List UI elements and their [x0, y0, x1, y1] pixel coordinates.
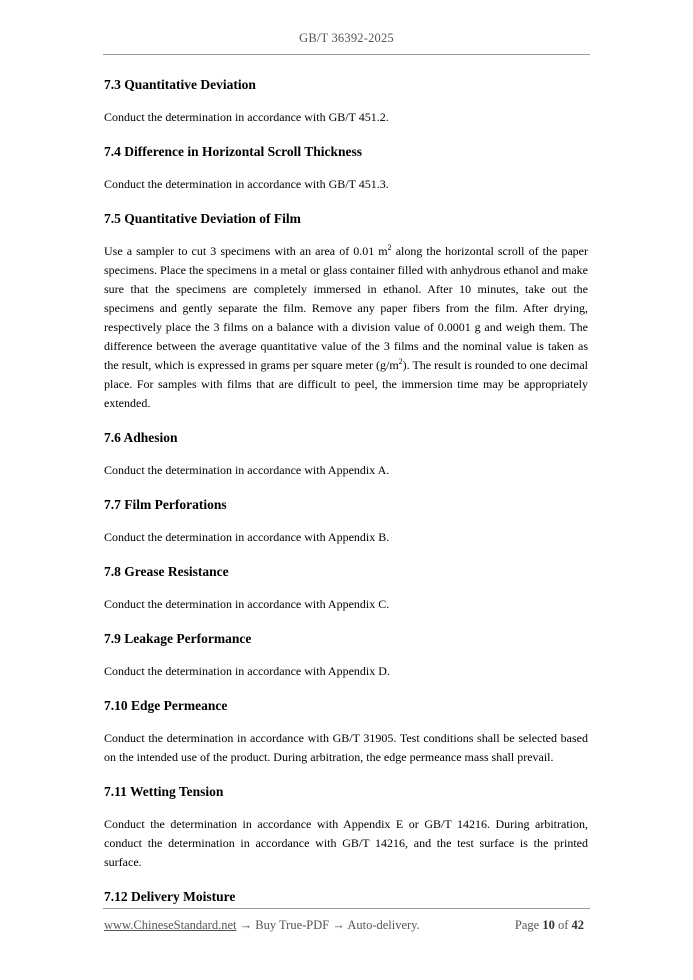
superscript: 2 — [387, 243, 392, 252]
section-paragraph: Conduct the determination in accordance with GB/T 451.2. — [104, 110, 389, 124]
section-7-12 — [104, 888, 588, 906]
section-heading: 7.7 Film Perforations — [104, 497, 227, 512]
section-7-5 — [104, 210, 588, 413]
section-paragraph: Conduct the determination in accordance with Appendix E or GB/T 14216. During arbitration, conduct the determination in accordance with GB/T 14216, and the test surface is the printed surface. — [104, 817, 588, 869]
section-heading: 7.9 Leakage Performance — [104, 631, 252, 646]
footer-promo — [104, 918, 420, 933]
document-body — [104, 76, 588, 920]
section-7-8 — [104, 563, 588, 614]
delivery-text: Auto-delivery. — [347, 918, 420, 932]
section-7-9 — [104, 630, 588, 681]
section-paragraph: Conduct the determination in accordance with Appendix C. — [104, 597, 390, 611]
page-header-title: GB/T 36392-2025 — [299, 31, 394, 45]
header-divider — [103, 54, 590, 55]
section-heading: 7.11 Wetting Tension — [104, 784, 224, 799]
section-paragraph: Conduct the determination in accordance with GB/T 31905. Test conditions shall be selected based on the intended use of the product. During arbitration, the edge permeance mass shall prevail. — [104, 731, 588, 764]
section-heading: 7.10 Edge Permeance — [104, 698, 228, 713]
arrow-right-icon: → — [332, 918, 345, 932]
page-current: 10 — [542, 918, 555, 932]
footer-divider — [103, 908, 590, 909]
section-heading: 7.8 Grease Resistance — [104, 564, 229, 579]
section-heading: 7.4 Difference in Horizontal Scroll Thickness — [104, 144, 362, 159]
arrow-right-icon: → — [239, 918, 253, 932]
section-7-3 — [104, 76, 588, 127]
page-number — [515, 918, 584, 933]
section-7-11 — [104, 783, 588, 872]
section-paragraph — [104, 242, 588, 413]
section-7-7 — [104, 496, 588, 547]
paragraph-text: Use a sampler to cut 3 specimens with an area of 0.01 m — [104, 244, 388, 258]
superscript: 2 — [398, 357, 403, 366]
page-total: 42 — [571, 918, 584, 932]
section-heading: 7.5 Quantitative Deviation of Film — [104, 211, 301, 226]
section-7-4 — [104, 143, 588, 194]
section-paragraph: Conduct the determination in accordance with Appendix A. — [104, 463, 390, 477]
section-heading: 7.6 Adhesion — [104, 430, 178, 445]
section-7-10 — [104, 697, 588, 767]
section-paragraph: Conduct the determination in accordance with Appendix D. — [104, 664, 390, 678]
section-heading: 7.12 Delivery Moisture — [104, 889, 236, 904]
paragraph-text: ). The result is rounded to one decimal place. For samples with films that are difficult to peel, the immersion time may be appropriately extended. — [104, 358, 589, 410]
section-heading: 7.3 Quantitative Deviation — [104, 77, 256, 92]
section-paragraph: Conduct the determination in accordance with Appendix B. — [104, 530, 390, 544]
site-link[interactable]: www.ChineseStandard.net — [104, 918, 237, 932]
page-of: of — [557, 918, 569, 932]
section-7-6 — [104, 429, 588, 480]
page-label: Page — [514, 918, 540, 932]
paragraph-text: along the horizontal scroll of the paper specimens. Place the specimens in a metal or glass container filled with anhydrous ethanol and make sure that the specimens are completely immersed in ethanol. After 10 minutes, take out the specimens and gently separate the film. Remove any paper fibers from the film. After drying, respectively place the 3 films on a balance with a division value of 0.0001 g and weigh them. The difference between the average quantitative value of the 3 films and the nominal value is taken as the result, which is expressed in grams per square meter (g/m — [104, 244, 588, 372]
buy-text: Buy True-PDF — [255, 918, 330, 932]
section-paragraph: Conduct the determination in accordance with GB/T 451.3. — [104, 177, 389, 191]
